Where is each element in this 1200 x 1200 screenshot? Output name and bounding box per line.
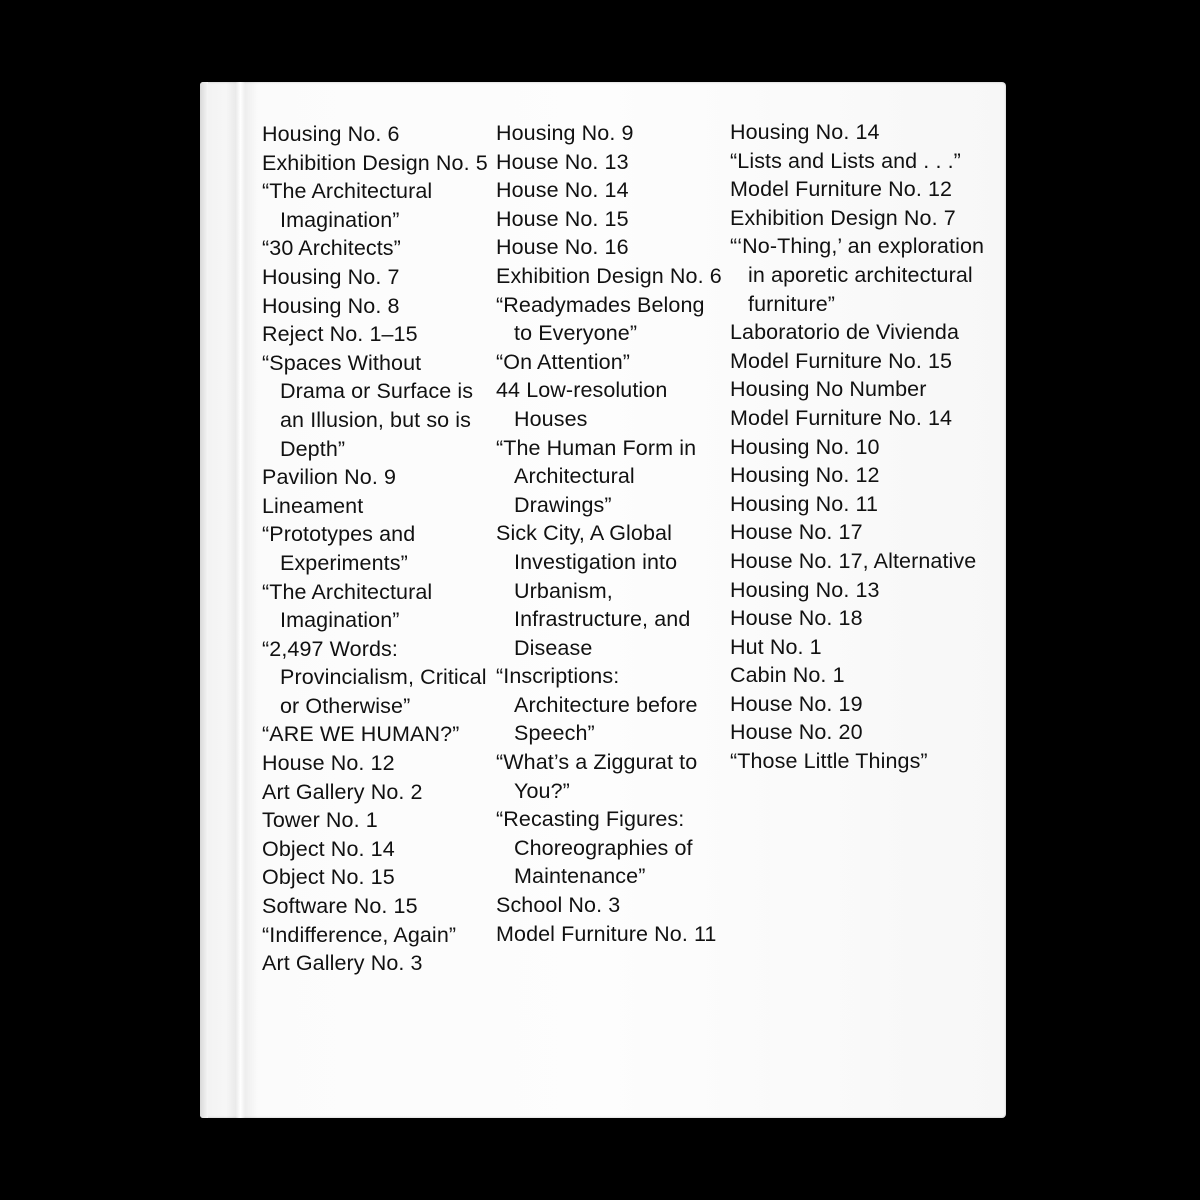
cover-list-item: 44 Low-resolution Houses bbox=[496, 378, 668, 431]
cover-list-item: Sick City, A Global Investigation into Urbanism, Infrastructure, and Disease bbox=[496, 521, 691, 660]
cover-list-item: “On Attention” bbox=[496, 349, 631, 374]
cover-list-item: House No. 19 bbox=[730, 691, 863, 716]
cover-list-item: Housing No. 7 bbox=[262, 264, 400, 289]
cover-list-item: Lineament bbox=[262, 493, 364, 518]
book-cover bbox=[200, 82, 1006, 1118]
cover-list-item: “The Human Form in Architectural Drawings” bbox=[496, 435, 697, 517]
cover-list-item: Housing No. 14 bbox=[730, 120, 880, 144]
cover-list-item: Reject No. 1–15 bbox=[262, 322, 418, 347]
cover-list-column-3 bbox=[730, 118, 1000, 776]
cover-list-item: School No. 3 bbox=[496, 893, 621, 918]
cover-list-item: House No. 13 bbox=[496, 149, 629, 174]
cover-list-item: Housing No. 9 bbox=[496, 121, 634, 145]
cover-list-item: Pavilion No. 9 bbox=[262, 465, 397, 490]
cover-list-item: “The Architectural Imagination” bbox=[262, 179, 433, 232]
cover-list-item: “Prototypes and Experiments” bbox=[262, 522, 416, 575]
cover-list-item: Exhibition Design No. 6 bbox=[496, 263, 722, 288]
cover-list-column-2 bbox=[496, 119, 728, 948]
cover-list-item: Tower No. 1 bbox=[262, 808, 378, 833]
cover-list-item: House No. 16 bbox=[496, 235, 629, 260]
cover-list-item: “2,497 Words: Provincialism, Critical or Otherwise” bbox=[262, 636, 487, 718]
cover-list-item: “Those Little Things” bbox=[730, 749, 928, 774]
cover-list-item: Object No. 14 bbox=[262, 836, 395, 861]
cover-list-item: “What’s a Ziggurat to You?” bbox=[496, 750, 698, 803]
cover-list-item: House No. 12 bbox=[262, 751, 395, 776]
cover-list-item: Exhibition Design No. 5 bbox=[262, 150, 488, 175]
cover-list-item: “30 Architects” bbox=[262, 236, 401, 261]
cover-list-item: “‘No-Thing,’ an exploration in aporetic architectural furniture” bbox=[730, 234, 985, 316]
cover-list-item: “Recasting Figures: Choreographies of Maintenance” bbox=[496, 807, 693, 889]
cover-list-item: Exhibition Design No. 7 bbox=[730, 205, 956, 230]
cover-list-item: “Readymades Belong to Everyone” bbox=[496, 292, 705, 346]
cover-list-item: Model Furniture No. 11 bbox=[496, 921, 717, 946]
cover-list-item: “Spaces Without Drama or Surface is an Illusion, but so is Depth” bbox=[262, 350, 474, 461]
cover-list-item: House No. 20 bbox=[730, 720, 863, 745]
cover-list-item: Object No. 15 bbox=[262, 865, 395, 890]
cover-list-item: Art Gallery No. 2 bbox=[262, 779, 423, 804]
cover-list-item: Housing No. 12 bbox=[730, 463, 880, 488]
cover-list-item: Housing No. 13 bbox=[730, 577, 880, 602]
cover-list-item: House No. 17 bbox=[730, 520, 863, 545]
cover-list-item: Software No. 15 bbox=[262, 894, 418, 919]
cover-list-item: Art Gallery No. 3 bbox=[262, 951, 423, 976]
cover-list-item: House No. 18 bbox=[730, 606, 863, 631]
cover-list-item: House No. 15 bbox=[496, 206, 629, 231]
cover-list-item: Housing No. 6 bbox=[262, 122, 400, 146]
cover-list-item: Model Furniture No. 14 bbox=[730, 405, 953, 430]
book-spine-edge bbox=[200, 82, 208, 1118]
cover-list-item: Housing No. 11 bbox=[730, 491, 879, 516]
cover-list-item: “ARE WE HUMAN?” bbox=[262, 722, 460, 747]
cover-list-item: Hut No. 1 bbox=[730, 634, 822, 659]
cover-list-item: “The Architectural Imagination” bbox=[262, 579, 433, 633]
cover-list-item: Housing No Number bbox=[730, 377, 927, 402]
cover-list-item: “Lists and Lists and . . .” bbox=[730, 148, 961, 173]
cover-list-item: House No. 17, Alternative bbox=[730, 548, 977, 573]
cover-list-item: Cabin No. 1 bbox=[730, 663, 845, 688]
cover-list-item: Housing No. 8 bbox=[262, 293, 400, 318]
book-hinge-groove bbox=[226, 82, 258, 1118]
cover-list-item: Laboratorio de Vivienda bbox=[730, 320, 960, 345]
cover-list-item: House No. 14 bbox=[496, 178, 629, 203]
cover-list-column-1 bbox=[262, 120, 492, 978]
cover-list-item: Model Furniture No. 12 bbox=[730, 177, 953, 202]
cover-list-item: “Inscriptions: Architecture before Speech” bbox=[496, 664, 698, 746]
cover-list-item: “Indifference, Again” bbox=[262, 922, 457, 947]
cover-list-item: Housing No. 10 bbox=[730, 434, 880, 459]
cover-list-item: Model Furniture No. 15 bbox=[730, 348, 953, 373]
